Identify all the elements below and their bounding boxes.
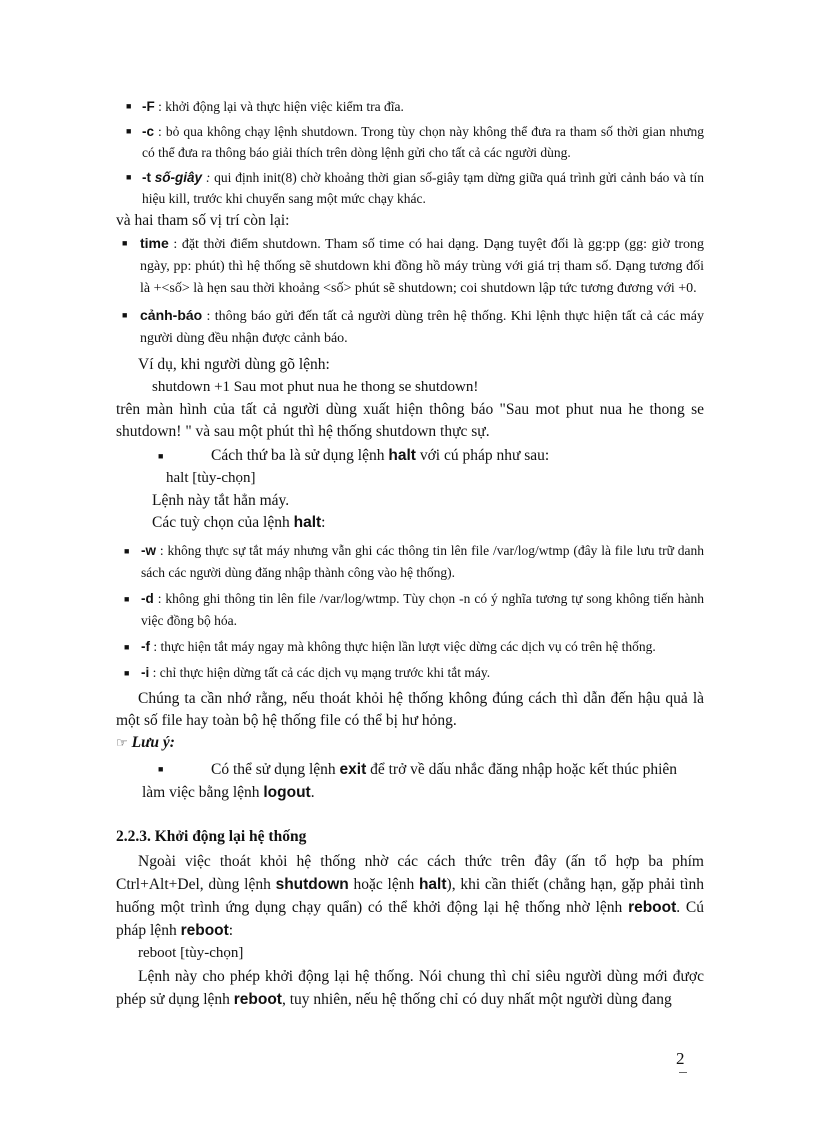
halt-flag: -f [141, 639, 150, 654]
example-command: shutdown +1 Sau mot phut nua he thong se shutdown! [152, 379, 479, 395]
example-intro: Ví dụ, khi người dùng gõ lệnh: [138, 356, 330, 373]
logout-command: logout [263, 784, 311, 801]
positional-params-list [116, 232, 704, 350]
reboot-paragraph: Ngoài việc thoát khỏi hệ thống nhờ các cách thức trên đây (ấn tổ hợp ba phím Ctrl+Alt+Del, dùng lệnh shutdown hoặc lệnh halt), khi cần thiết (chẳng hạn, gặp phải tình huống một trình ứng dụng chạy quẩn) có thể khởi động lại hệ thống nhờ lệnh reboot. Cú pháp lệnh reboot: [116, 853, 705, 939]
option-description: bỏ qua không chạy lệnh shutdown. Trong tùy chọn này không thể đưa ra tham số thời gian nhưng có thể đưa ra thông báo giải thích trên dòng lệnh gửi cho tất cả các người dùng. [142, 124, 704, 160]
option-description: qui định init(8) chờ khoảng thời gian số-giây tạm dừng giữa quá trình gửi cảnh báo và tín hiệu kill, trước khi chuyển sang một mức chạy khác. [142, 170, 705, 206]
list-item: ■ time : đặt thời điểm shutdown. Tham số time có hai dạng. Dạng tuyệt đối là gg:pp (gg: giờ trong ngày, pp: phút) thì hệ thống sẽ shutdown khi đồng hồ máy trùng với giá trị tham số. Dạng tương đối là +<số> là hẹn sau thời khoảng <số> phút sẽ shutdown; coi shutdown lập tức tương đương với +0. [116, 232, 704, 300]
bullet-icon: ■ [126, 126, 132, 136]
bullet-icon: ■ [126, 172, 132, 182]
shutdown-options-list [116, 96, 704, 209]
halt-options-intro: Các tuỳ chọn của lệnh halt: [152, 514, 326, 531]
note-item-continued: làm việc bằng lệnh logout. [142, 784, 315, 801]
halt-command: halt [388, 447, 416, 464]
bullet-icon: ■ [124, 594, 130, 604]
param-name: time [140, 235, 169, 251]
param-name: cảnh-báo [140, 307, 203, 323]
param-description: thông báo gửi đến tất cả người dùng trên hệ thống. Khi lệnh thực hiện tất cả các máy người dùng đều nhận được cảnh báo. [140, 309, 705, 346]
list-item: ■ -F : khởi động lại và thực hiện việc kiểm tra đĩa. [116, 96, 704, 117]
bullet-icon: ■ [122, 238, 128, 248]
list-item: ■ cảnh-báo : thông báo gửi đến tất cả người dùng trên hệ thống. Khi lệnh thực hiện tất cả các máy người dùng đều nhận được cảnh báo. [116, 304, 704, 350]
list-item: ■ -d : không ghi thông tin lên file /var/log/wtmp. Tùy chọn -n có ý nghĩa tương tự song không tiến hành việc đồng bộ hóa. [116, 588, 704, 632]
document-page [116, 96, 704, 1011]
example-result: trên màn hình của tất cả người dùng xuất hiện thông báo "Sau mot phut nua he thong se shutdown! " và sau một phút thì hệ thống shutdown thực sự. [116, 401, 704, 440]
halt-flag: -d [141, 591, 154, 606]
bullet-icon: ■ [158, 451, 164, 461]
bullet-icon: ■ [124, 546, 130, 556]
bullet-icon: ■ [124, 668, 130, 678]
pointing-hand-icon: ☞ [116, 735, 128, 750]
bullet-icon: ■ [126, 101, 132, 111]
list-item: ■ -w : không thực sự tắt máy nhưng vẫn ghi các thông tin lên file /var/log/wtmp (đây là file lưu trữ danh sách các người dùng đăng nhập thành công vào hệ thống). [116, 540, 704, 584]
page-number: 2 [676, 1049, 685, 1068]
list-item: ■ -f : thực hiện tắt máy ngay mà không thực hiện lần lượt việc dừng các dịch vụ có trên hệ thống. [116, 636, 704, 658]
note-item: ■ Có thể sử dụng lệnh exit để trở về dấu nhắc đăng nhập hoặc kết thúc phiên [116, 758, 704, 781]
reboot-description: Lệnh này cho phép khởi động lại hệ thống. Nói chung thì chỉ siêu người dùng mới được phép sử dụng lệnh reboot, tuy nhiên, nếu hệ thống chỉ có duy nhất một người dùng đang [116, 968, 704, 1008]
note-label: ☞ Lưu ý: [116, 734, 175, 751]
bullet-icon: ■ [122, 310, 128, 320]
halt-description: Lệnh này tắt hẳn máy. [152, 492, 290, 509]
reboot-syntax: reboot [tùy-chọn] [138, 945, 244, 961]
bullet-icon: ■ [158, 764, 164, 774]
positional-intro: và hai tham số vị trí còn lại: [116, 212, 290, 229]
list-item: ■ -c : bỏ qua không chạy lệnh shutdown. Trong tùy chọn này không thể đưa ra tham số thời gian nhưng có thể đưa ra thông báo giải thích trên dòng lệnh gửi cho tất cả các người dùng. [116, 121, 704, 163]
option-flag: -F [142, 99, 155, 114]
list-item: ■ -i : chỉ thực hiện dừng tất cả các dịch vụ mạng trước khi tắt máy. [116, 662, 704, 684]
halt-syntax: halt [tùy-chọn] [166, 470, 256, 486]
param-description: đặt thời điểm shutdown. Tham số time có hai dạng. Dạng tuyệt đối là gg:pp (gg: giờ trong ngày, pp: phút) thì hệ thống sẽ shutdown khi đồng hồ máy trùng với giá trị tham số. Dạng tương đối là +<số> là hẹn sau thời khoảng <số> phút sẽ shutdown; coi shutdown lập tức tương đương với +0. [140, 237, 705, 296]
option-description: khởi động lại và thực hiện việc kiểm tra đĩa. [165, 99, 404, 114]
list-item: ■ -t số-giây : qui định init(8) chờ khoảng thời gian số-giây tạm dừng giữa quá trình gửi cảnh báo và tín hiệu kill, trước khi chuyển sang một mức chạy khác. [116, 167, 704, 209]
bullet-icon: ■ [124, 642, 130, 652]
section-heading: 2.2.3. Khởi động lại hệ thống [116, 828, 307, 845]
option-flag: -c [142, 124, 155, 139]
third-way-item: ■ Cách thứ ba là sử dụng lệnh halt với cú pháp như sau: [116, 445, 704, 467]
halt-flag: -i [141, 665, 150, 680]
page-number-underline [679, 1072, 687, 1073]
halt-flag: -w [141, 543, 156, 558]
option-flag: -t [142, 170, 151, 185]
halt-flags-list [116, 540, 704, 684]
exit-command: exit [339, 761, 367, 778]
option-argument: số-giây [154, 170, 203, 185]
warning-paragraph: Chúng ta cần nhớ rằng, nếu thoát khỏi hệ thống không đúng cách thì dẫn đến hậu quả là một số file hay toàn bộ hệ thống file có thể bị hư hỏng. [116, 690, 704, 729]
